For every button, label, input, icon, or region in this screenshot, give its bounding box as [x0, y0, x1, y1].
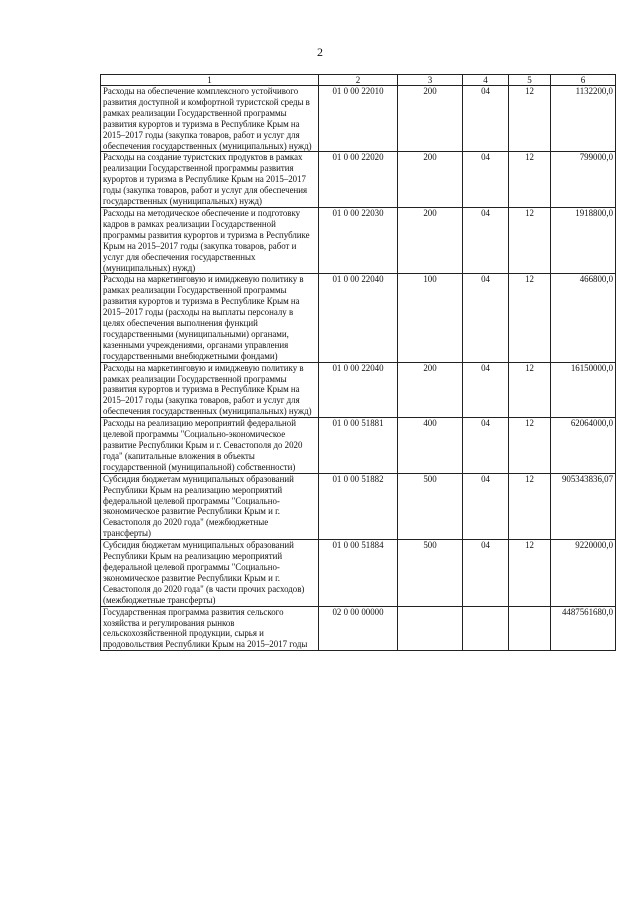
row-amount: 1918800,0: [551, 207, 616, 273]
row-section: 04: [463, 207, 509, 273]
row-section: 04: [463, 418, 509, 474]
row-target-code: 01 0 00 22020: [319, 152, 398, 208]
row-subsection: 12: [509, 152, 551, 208]
row-description: Субсидия бюджетам муниципальных образований Республики Крым на реализацию мероприятий федеральной целевой программы "Социально-экономическое развитие Республики Крым и г. Севастополя до 2020 года" (в части прочих расходов) (межбюджетные трансферты): [101, 540, 319, 606]
row-expense-type: 200: [398, 207, 463, 273]
row-description: Расходы на маркетинговую и имиджевую политику в рамках реализации Государственной программы развития курортов и туризма в Республике Крым на 2015–2017 годы (закупка товаров, работ и услуг для обеспечения государственных (муниципальных) нужд): [101, 362, 319, 418]
table-row: [101, 540, 616, 606]
row-target-code: 01 0 00 51881: [319, 418, 398, 474]
row-amount: 16150000,0: [551, 362, 616, 418]
table-row: [101, 362, 616, 418]
row-description: Расходы на маркетинговую и имиджевую политику в рамках реализации Государственной программы развития курортов и туризма в Республике Крым на 2015–2017 годы (расходы на выплаты персоналу в целях обеспечения выполнения функций государственными (муниципальными) органами, казенными учреждениями, органами управления государственными внебюджетными фондами): [101, 274, 319, 362]
row-description: Государственная программа развития сельского хозяйства и регулирования рынков сельскохозяйственной продукции, сырья и продовольствия Республики Крым на 2015–2017 годы: [101, 606, 319, 651]
row-amount: 466800,0: [551, 274, 616, 362]
row-expense-type: 500: [398, 473, 463, 539]
row-subsection: 12: [509, 473, 551, 539]
row-description: Расходы на методическое обеспечение и подготовку кадров в рамках реализации Государственной программы развития курортов и туризма в Республике Крым на 2015–2017 годы (закупка товаров, работ и услуг для обеспечения государственных (муниципальных) нужд): [101, 207, 319, 273]
page-number: 2: [317, 45, 323, 59]
row-section: 04: [463, 473, 509, 539]
row-expense-type: 400: [398, 418, 463, 474]
table-row: [101, 606, 616, 651]
row-section: 04: [463, 86, 509, 152]
row-section: 04: [463, 152, 509, 208]
header-col-6: 6: [551, 75, 616, 86]
table-row: [101, 274, 616, 362]
row-section: [463, 606, 509, 651]
row-amount: 905343836,07: [551, 473, 616, 539]
header-col-5: 5: [509, 75, 551, 86]
row-section: 04: [463, 362, 509, 418]
table-row: [101, 418, 616, 474]
row-section: 04: [463, 540, 509, 606]
header-col-1: 1: [101, 75, 319, 86]
row-target-code: 01 0 00 51882: [319, 473, 398, 539]
table-row: [101, 86, 616, 152]
row-target-code: 01 0 00 22030: [319, 207, 398, 273]
row-amount: 799000,0: [551, 152, 616, 208]
row-target-code: 01 0 00 22010: [319, 86, 398, 152]
table-row: [101, 473, 616, 539]
row-expense-type: 500: [398, 540, 463, 606]
row-target-code: 01 0 00 22040: [319, 274, 398, 362]
row-subsection: 12: [509, 274, 551, 362]
row-amount: 1132200,0: [551, 86, 616, 152]
row-section: 04: [463, 274, 509, 362]
budget-table: [100, 74, 616, 651]
row-expense-type: 100: [398, 274, 463, 362]
header-col-4: 4: [463, 75, 509, 86]
row-target-code: 01 0 00 51884: [319, 540, 398, 606]
row-amount: 62064000,0: [551, 418, 616, 474]
header-col-2: 2: [319, 75, 398, 86]
row-subsection: 12: [509, 540, 551, 606]
row-target-code: 02 0 00 00000: [319, 606, 398, 651]
row-description: Расходы на обеспечение комплексного устойчивого развития доступной и комфортной туристской среды в рамках реализации Государственной программы развития курортов и туризма в Республике Крым на 2015–2017 годы (закупка товаров, работ и услуг для обеспечения государственных (муниципальных) нужд): [101, 86, 319, 152]
header-col-3: 3: [398, 75, 463, 86]
table-row: [101, 152, 616, 208]
row-expense-type: 200: [398, 362, 463, 418]
row-description: Субсидия бюджетам муниципальных образований Республики Крым на реализацию мероприятий федеральной целевой программы "Социально-экономическое развитие Республики Крым и г. Севастополя до 2020 года" (межбюджетные трансферты): [101, 473, 319, 539]
header-row: [101, 75, 616, 86]
row-description: Расходы на реализацию мероприятий федеральной целевой программы "Социально-экономическое развитие Республики Крым и г. Севастополя до 2020 года" (капитальные вложения в объекты государственной (муниципальной) собственности): [101, 418, 319, 474]
row-amount: 9220000,0: [551, 540, 616, 606]
row-expense-type: 200: [398, 152, 463, 208]
row-subsection: 12: [509, 362, 551, 418]
row-target-code: 01 0 00 22040: [319, 362, 398, 418]
row-subsection: 12: [509, 207, 551, 273]
table-row: [101, 207, 616, 273]
row-subsection: 12: [509, 86, 551, 152]
row-description: Расходы на создание туристских продуктов в рамках реализации Государственной программы развития курортов и туризма в Республике Крым на 2015–2017 годы (закупка товаров, работ и услуг для обеспечения государственных (муниципальных) нужд): [101, 152, 319, 208]
row-subsection: 12: [509, 418, 551, 474]
row-expense-type: [398, 606, 463, 651]
row-subsection: [509, 606, 551, 651]
row-amount: 4487561680,0: [551, 606, 616, 651]
row-expense-type: 200: [398, 86, 463, 152]
